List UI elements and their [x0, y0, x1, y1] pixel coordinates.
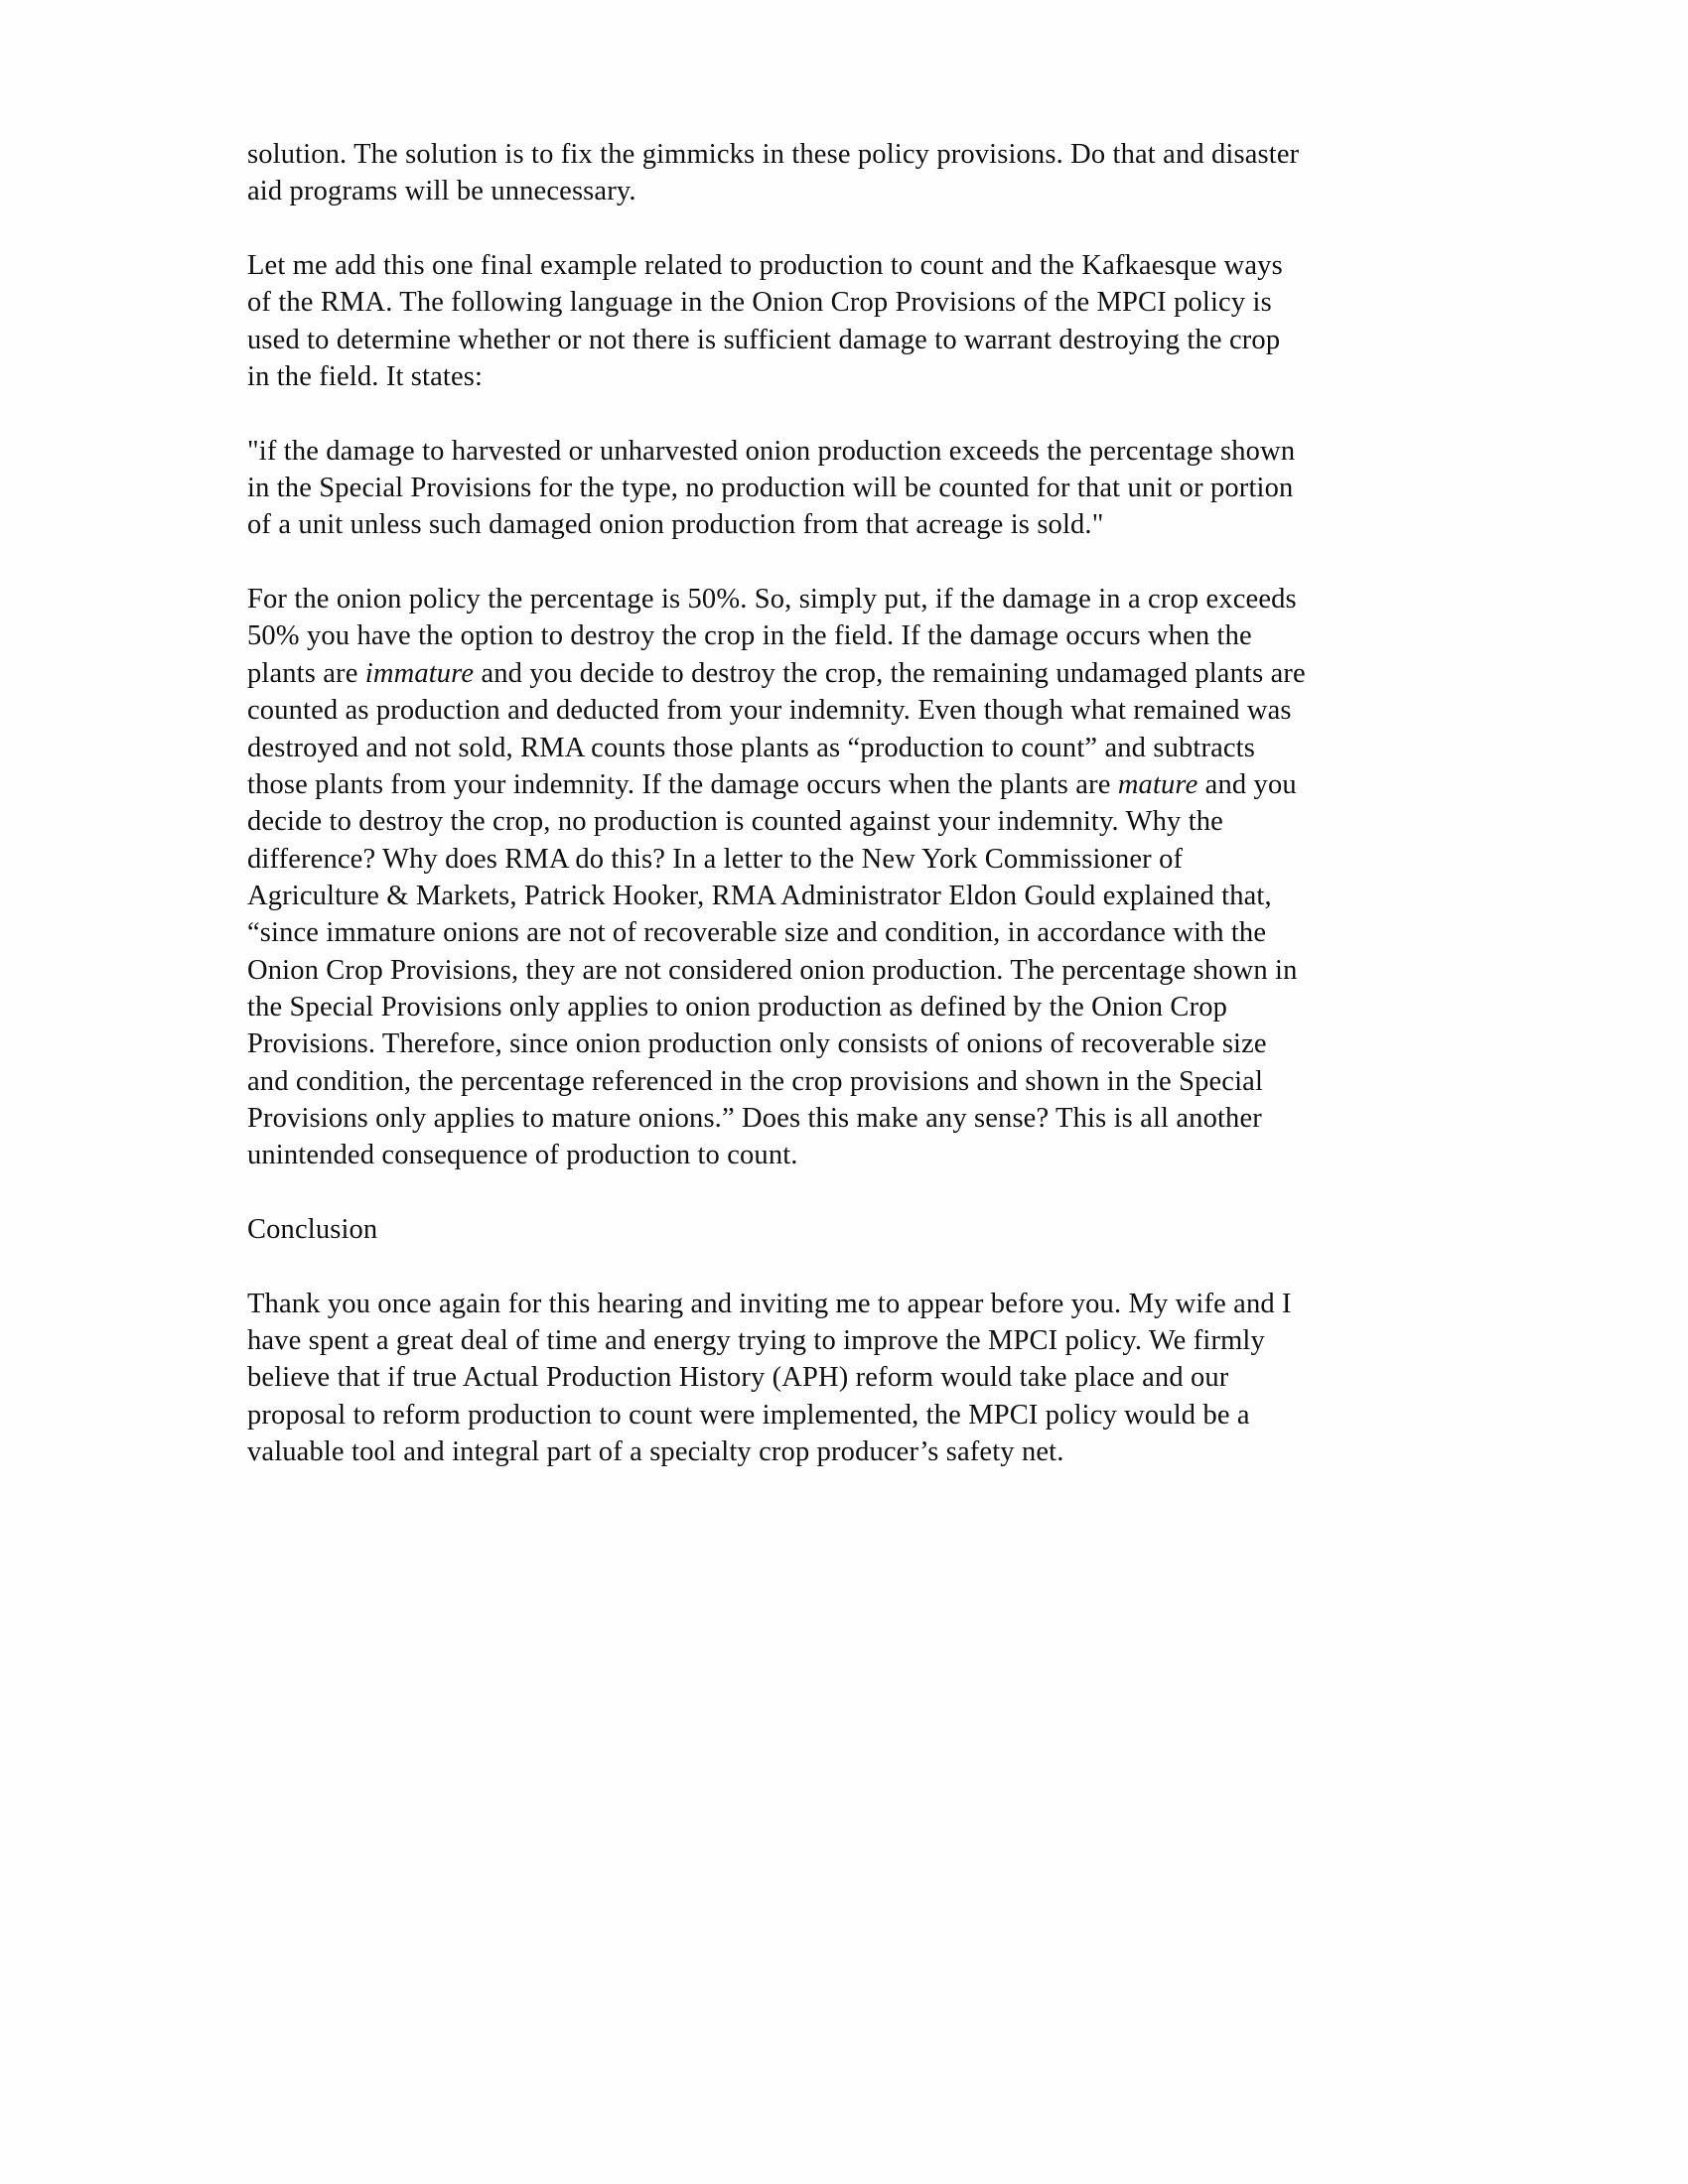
- text-line: destroyed and not sold, RMA counts those plants as “production to count” and subtracts: [247, 732, 1255, 763]
- section-heading-conclusion: [247, 1211, 1498, 1248]
- text-segment: and you: [1197, 768, 1297, 800]
- text-line: Agriculture & Markets, Patrick Hooker, RMA Administrator Eldon Gould explained that,: [247, 880, 1272, 911]
- italic-term-mature: mature: [1117, 768, 1198, 800]
- text-line: Onion Crop Provisions, they are not considered onion production. The percentage shown in: [247, 954, 1298, 986]
- text-line: the Special Provisions only applies to onion production as defined by the Onion Crop: [247, 991, 1228, 1023]
- document-body: [247, 136, 1498, 1508]
- text-line: valuable tool and integral part of a specialty crop producer’s safety net.: [247, 1436, 1064, 1468]
- text-line-with-italic: [247, 766, 1498, 803]
- text-line: Provisions. Therefore, since onion production only consists of onions of recoverable size: [247, 1028, 1267, 1060]
- italic-term-immature: immature: [364, 657, 475, 689]
- text-line: difference? Why does RMA do this? In a letter to the New York Commissioner of: [247, 843, 1184, 875]
- text-line: proposal to reform production to count were implemented, the MPCI policy would be a: [247, 1399, 1250, 1431]
- text-line: and condition, the percentage referenced in the crop provisions and shown in the Special: [247, 1065, 1264, 1097]
- text-line: in the field. It states:: [247, 361, 484, 393]
- text-line: have spent a great deal of time and energy trying to improve the MPCI policy. We firmly: [247, 1325, 1265, 1356]
- text-line: Provisions only applies to mature onions.” Does this make any sense? This is all another: [247, 1102, 1262, 1134]
- quoted-provision: [247, 433, 1498, 544]
- text-line: counted as production and deducted from your indemnity. Even though what remained was: [247, 695, 1292, 727]
- text-line: Let me add this one final example related to production to count and the Kafkaesque ways: [247, 250, 1283, 282]
- heading-text: Conclusion: [247, 1213, 378, 1245]
- text-line: decide to destroy the crop, no production is counted against your indemnity. Why the: [247, 806, 1223, 838]
- paragraph-onion-policy: [247, 581, 1498, 1174]
- text-line: used to determine whether or not there is sufficient damage to warrant destroying the crop: [247, 324, 1281, 355]
- text-line: For the onion policy the percentage is 50%. So, simply put, if the damage in a crop exceeds: [247, 584, 1297, 615]
- text-segment: those plants from your indemnity. If the damage occurs when the plants are: [247, 768, 1118, 800]
- text-line-with-italic: [247, 655, 1498, 692]
- text-line: of the RMA. The following language in the Onion Crop Provisions of the MPCI policy is: [247, 287, 1272, 319]
- text-line: "if the damage to harvested or unharvested onion production exceeds the percentage shown: [247, 435, 1296, 467]
- text-line: believe that if true Actual Production History (APH) reform would take place and our: [247, 1362, 1229, 1394]
- text-line: unintended consequence of production to count.: [247, 1140, 798, 1171]
- paragraph-solution: [247, 136, 1498, 210]
- text-segment: and you decide to destroy the crop, the remaining undamaged plants are: [474, 657, 1306, 689]
- text-segment: plants are: [247, 657, 365, 689]
- paragraph-final-example: [247, 247, 1498, 395]
- paragraph-conclusion: [247, 1286, 1498, 1471]
- text-line: Thank you once again for this hearing and inviting me to appear before you. My wife and I: [247, 1288, 1292, 1319]
- text-line: aid programs will be unnecessary.: [247, 176, 636, 207]
- text-line: “since immature onions are not of recoverable size and condition, in accordance with the: [247, 917, 1267, 949]
- text-line: in the Special Provisions for the type, no production will be counted for that unit or portion: [247, 473, 1294, 504]
- text-line: solution. The solution is to fix the gimmicks in these policy provisions. Do that and disaster: [247, 139, 1300, 170]
- text-line: of a unit unless such damaged onion production from that acreage is sold.": [247, 509, 1104, 541]
- text-line: 50% you have the option to destroy the crop in the field. If the damage occurs when the: [247, 620, 1252, 652]
